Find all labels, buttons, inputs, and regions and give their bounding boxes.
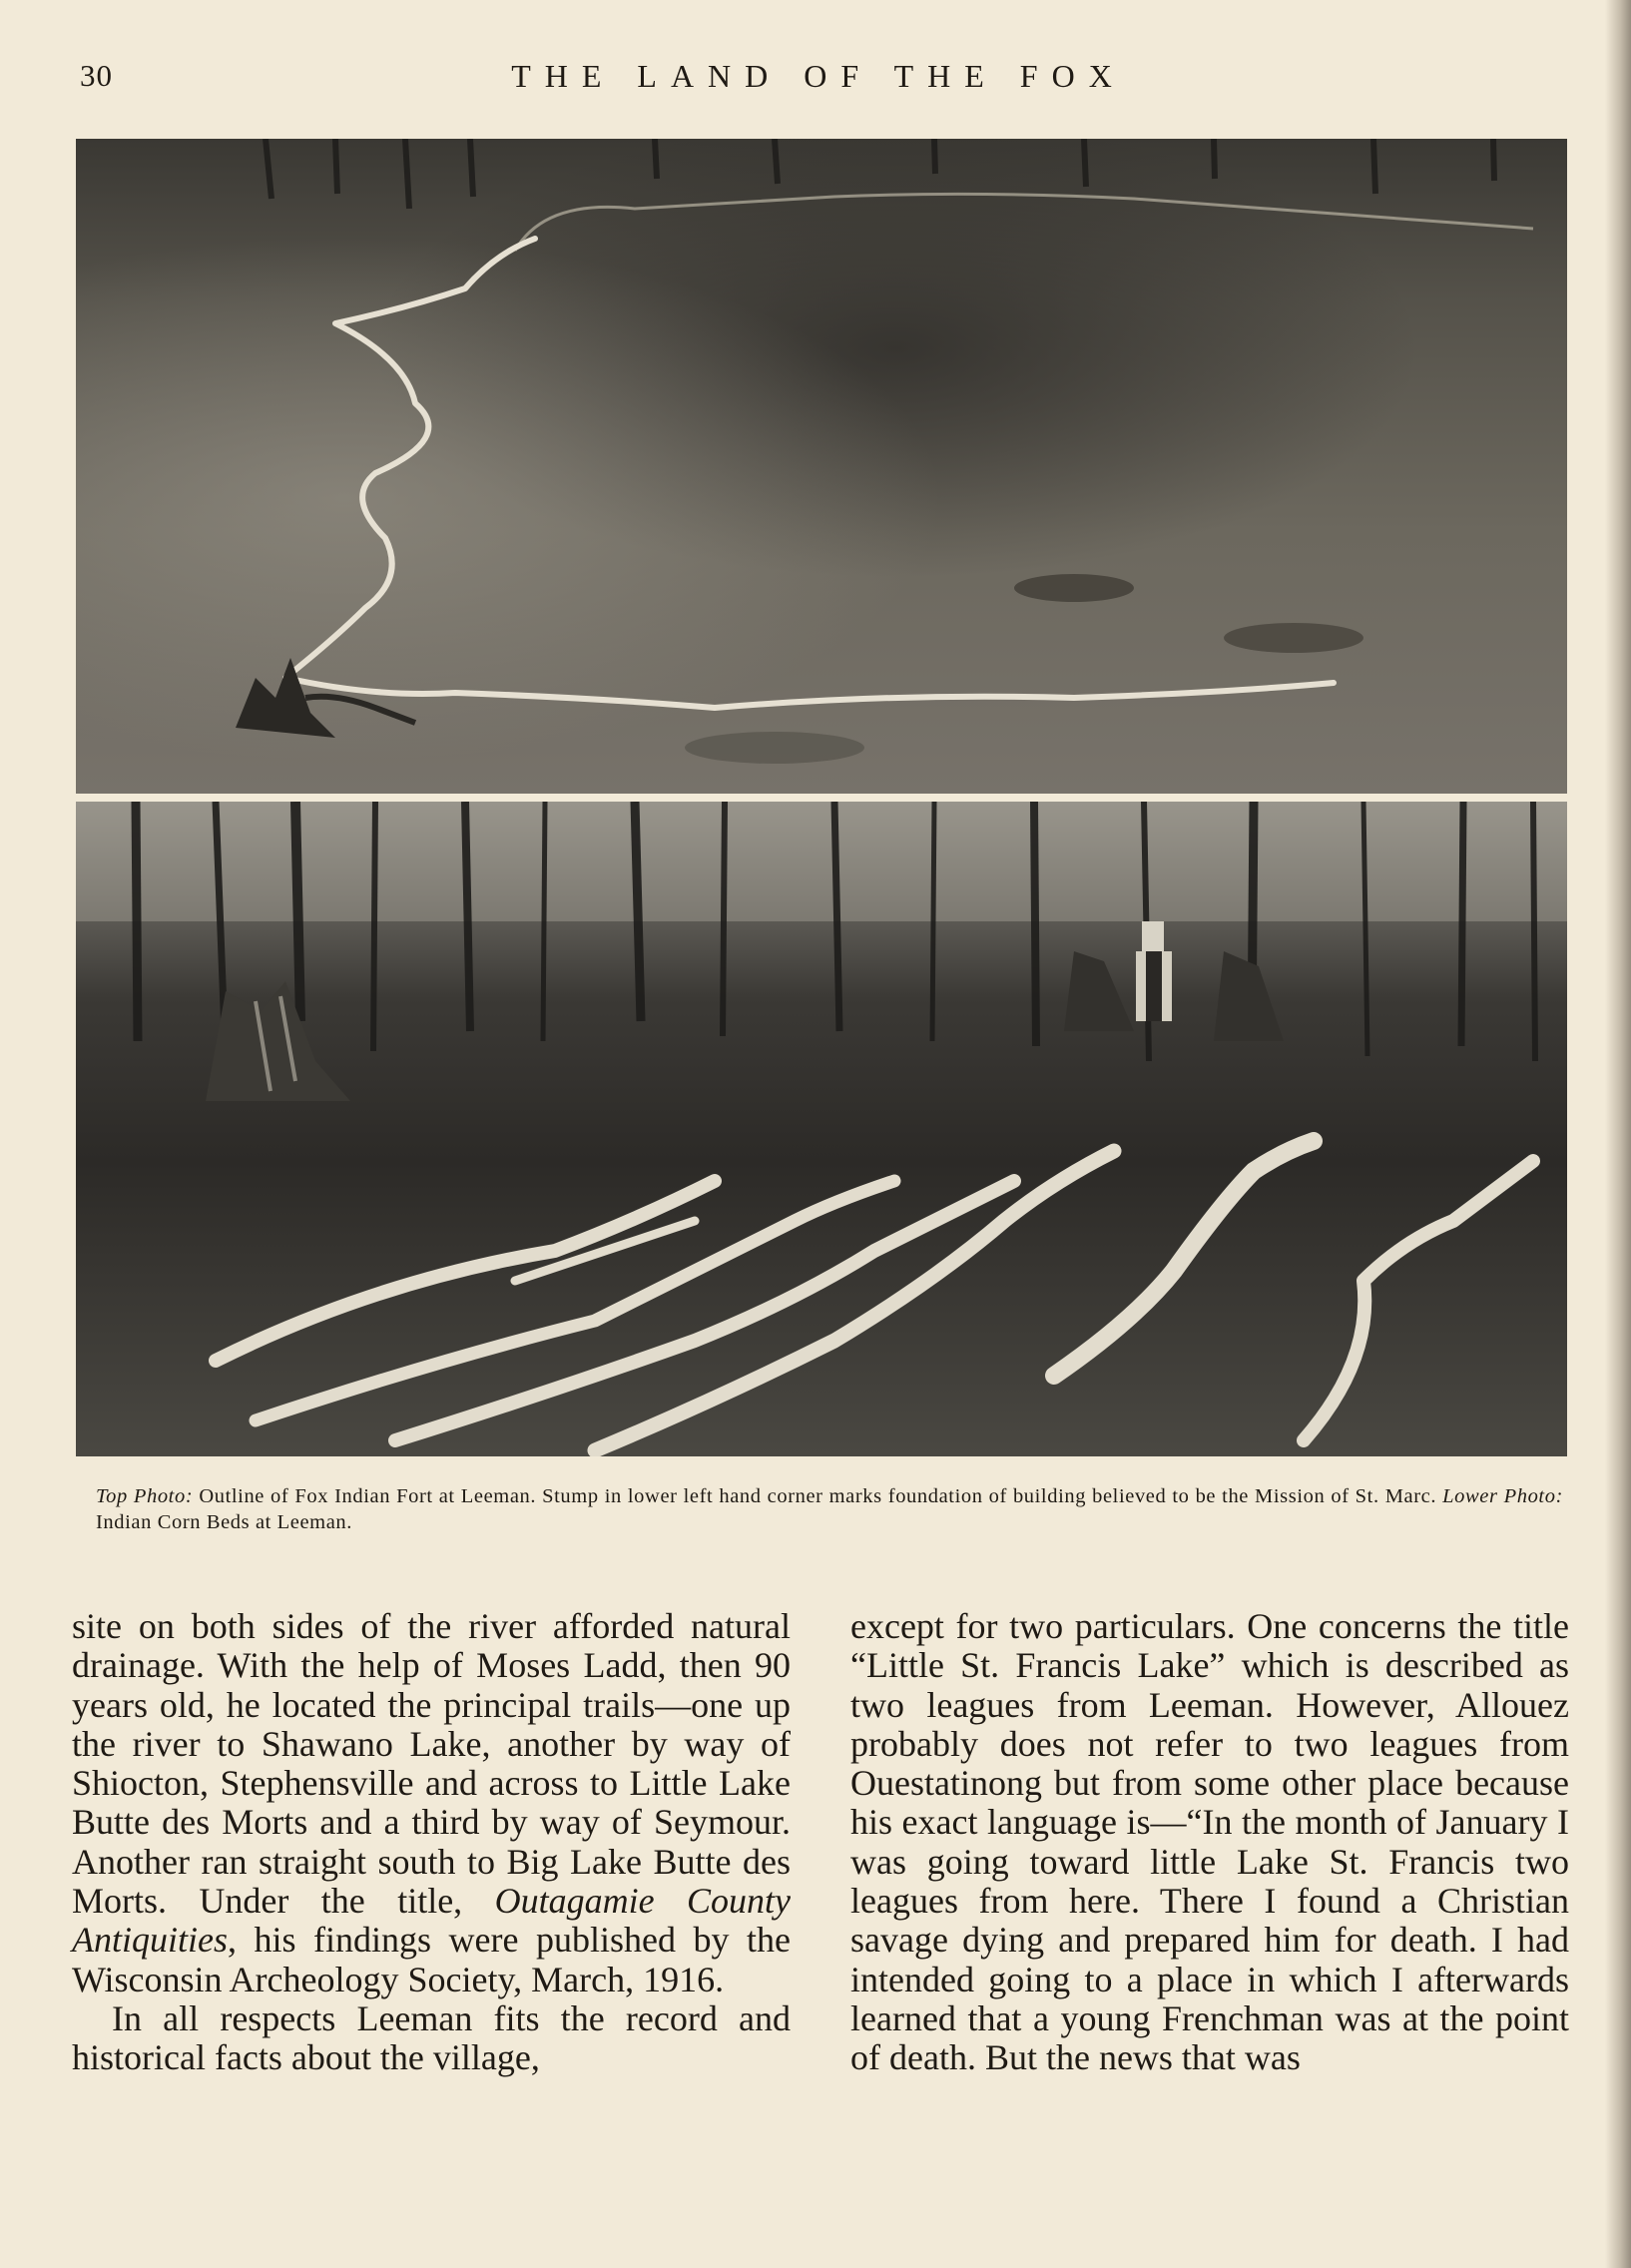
paragraph-text: , his findings were published by the Wisconsin Archeology Society, March, 1916. — [72, 1920, 791, 1999]
paragraph: In all respects Leeman fits the record and historical facts about the village, — [72, 1997, 791, 2078]
figure-caption — [96, 1483, 1563, 1535]
paragraph — [72, 1607, 791, 1999]
body-column-left — [72, 1607, 791, 2078]
caption-bottom-label: Lower Photo: — [1442, 1485, 1563, 1507]
caption-top-label: Top Photo: — [96, 1485, 194, 1507]
paragraph: except for two particulars. One concerns the title “Little St. Francis Lake” which is described as two leagues from Leeman. However, Allouez probably does not refer to two leagues from Ouestatinong but from some other place because his exact language is—“In the month of January I was going toward little Lake St. Francis two leagues from here. There I found a Christian savage dying and prepared him for death. I had intended going to a place in which I afterwards learned that a young Frenchman was at the point of death. But the news that was — [850, 1606, 1569, 2078]
running-title: THE LAND OF THE FOX — [511, 58, 1126, 94]
fort-outline-photo-illustration — [76, 139, 1567, 794]
page-number: 30 — [80, 58, 113, 93]
corn-beds-photo-illustration — [76, 802, 1567, 1456]
caption-bottom-text: Indian Corn Beds at Leeman. — [96, 1511, 353, 1533]
photo-fox-fort-outline — [76, 139, 1567, 794]
caption-top-text: Outline of Fox Indian Fort at Leeman. Stump in lower left hand corner marks foundation of building believed to be the Mission of St. Marc. — [199, 1485, 1437, 1507]
body-column-right — [850, 1607, 1569, 2078]
photo-indian-corn-beds — [76, 802, 1567, 1456]
page-binding-shadow — [1605, 0, 1631, 2268]
paragraph-text: site on both sides of the river afforded natural drainage. With the help of Moses Ladd, then 90 years old, he located the principal trails—one up the river to Shawano Lake, another by way of Shiocton, Stephensville and across to Little Lake Butte des Morts and a third by way of Seymour. Another ran straight south to Big Lake Butte des Morts. Under the title, — [72, 1606, 791, 1922]
publication-title: Outagamie County Antiquities — [72, 1881, 791, 1961]
